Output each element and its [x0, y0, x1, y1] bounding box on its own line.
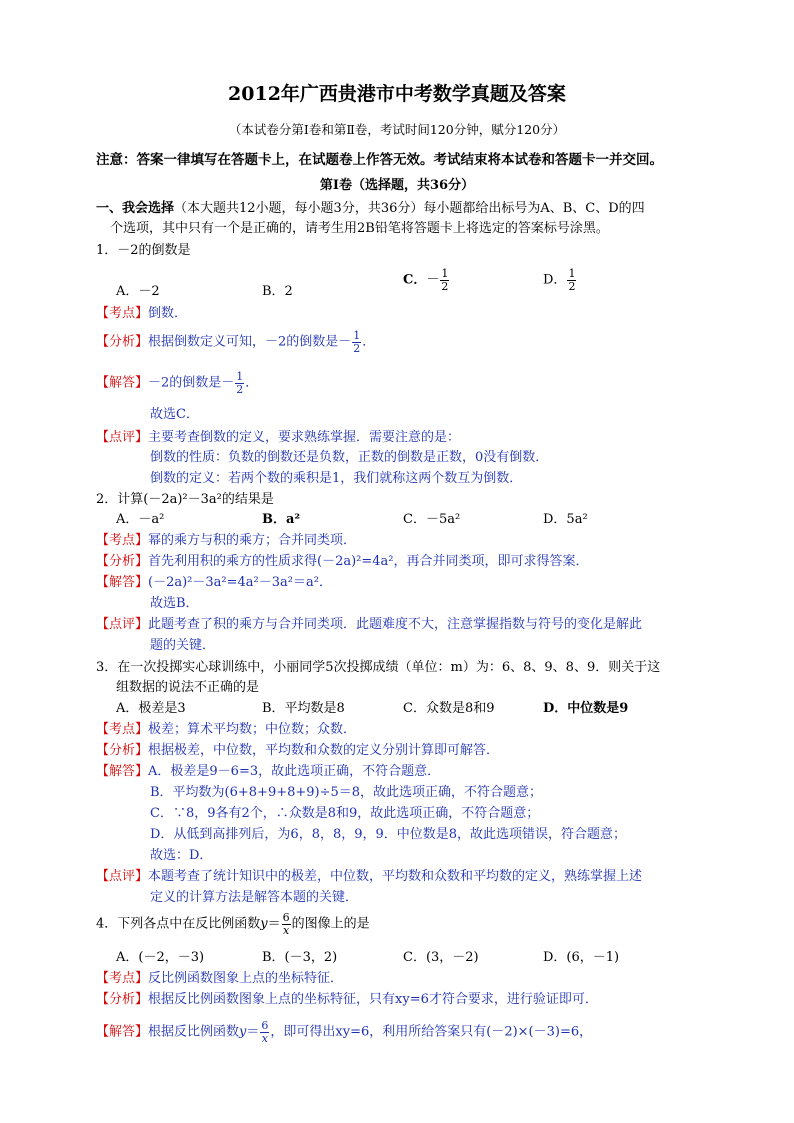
q1-option-c: C．－ $\frac{1}{2}$ — [403, 267, 449, 293]
q1-jieda-choice: 故选C． — [150, 407, 199, 422]
q3-jieda: 【解答】A．极差是9－6=3，故此选项正确，不符合题意． — [96, 764, 441, 779]
q1-option-d: D． $\frac{1}{2}$ — [543, 267, 576, 293]
part1-line1 — [96, 201, 645, 217]
part1-heading: 一、我会选择 — [96, 201, 175, 216]
q4-kaodian: 【考点】反比例函数图象上点的坐标特征． — [96, 971, 344, 986]
section-heading: 第Ⅰ卷（选择题，共36分） — [319, 178, 475, 193]
q3-dianping-2: 定义的计算方法是解答本题的关键． — [150, 890, 359, 905]
q3-stem-1: 3．在一次投掷实心球训练中，小丽同学5次投掷成绩（单位：m）为：6、8、9、8、9．则关于这 — [96, 660, 661, 675]
page-title: 2012年广西贵港市中考数学真题及答案 — [228, 83, 566, 105]
q3-option-d: D．中位数是9 — [543, 701, 629, 716]
q3-option-a: A．极差是3 — [116, 701, 186, 716]
q1-dianping-3: 倒数的定义：若两个数的乘积是1，我们就称这两个数互为倒数． — [150, 471, 523, 486]
q3-option-b: B．平均数是8 — [262, 701, 345, 716]
q2-stem: 2．计算(－2a)²－3a²的结果是 — [96, 492, 274, 507]
q3-dianping: 【点评】本题考查了统计知识中的极差，中位数，平均数和众数和平均数的定义，熟练掌握上述 — [96, 869, 643, 884]
q3-jieda-3: C．∵8，9各有2个，∴众数是8和9，故此选项正确，不符合题意； — [150, 806, 540, 821]
q4-fenxi: 【分析】根据反比例函数图象上点的坐标特征，只有xy=6才符合要求，进行验证即可． — [96, 992, 598, 1007]
q1-option-b: B．2 — [262, 284, 293, 299]
q3-jieda-2: B．平均数为(6+8+9+8+9)÷5＝8，故此选项正确，不符合题意； — [150, 785, 543, 800]
q1-option-a: A．－2 — [116, 284, 160, 299]
q4-fraction: $\frac{6}{x}$ — [282, 911, 290, 937]
q4-jieda: 【解答】根据反比例函数y＝ $\frac{6}{x}$ ，即可得出xy=6，利用所给答案只有(－2)×(－3)=6， — [96, 1019, 593, 1045]
notice: 注意：答案一律填写在答题卡上，在试题卷上作答无效。考试结束将本试卷和答题卡一并交回。 — [96, 152, 663, 168]
page-subtitle: （本试卷分第Ⅰ卷和第Ⅱ卷，考试时间120分钟，赋分120分） — [228, 122, 566, 137]
q1-fraction-c: $\frac{1}{2}$ — [441, 267, 449, 293]
part1-desc1: （本大题共12小题，每小题3分，共36分）每小题都给出标号为A、B、C、D的四 — [174, 201, 645, 216]
q4-option-c: C．(3，－2) — [403, 950, 479, 965]
q4-option-b: B．(－3，2) — [262, 950, 338, 965]
q2-option-d: D．5a² — [543, 512, 588, 527]
q1-kaodian: 【考点】倒数． — [96, 306, 188, 321]
q1-jieda: 【解答】－2的倒数是－ $\frac{1}{2}$ ． — [96, 370, 259, 396]
q2-kaodian: 【考点】幂的乘方与积的乘方；合并同类项． — [96, 533, 357, 548]
q2-option-b: B．a² — [262, 512, 301, 527]
q4-option-a: A．(－2，－3) — [116, 950, 205, 965]
q4-stem: 4．下列各点中在反比例函数y＝ $\frac{6}{x}$ 的图像上的是 — [96, 911, 370, 937]
q4-option-d: D．(6，－1) — [543, 950, 620, 965]
q3-option-c: C．众数是8和9 — [403, 701, 495, 716]
q2-dianping: 【点评】此题考查了积的乘方与合并同类项．此题难度不大，注意掌握指数与符号的变化是解此 — [96, 617, 643, 632]
q1-dianping-2: 倒数的性质：负数的倒数还是负数，正数的倒数是正数，0没有倒数． — [150, 450, 549, 465]
q2-jieda: 【解答】(－2a)²－3a²=4a²－3a²＝a²． — [96, 575, 332, 590]
q1-dianping: 【点评】主要考查倒数的定义，要求熟练掌握．需要注意的是： — [96, 430, 461, 445]
q2-dianping-2: 题的关键． — [150, 638, 216, 653]
q2-option-c: C．－5a² — [403, 512, 461, 527]
q2-option-a: A．－a² — [116, 512, 165, 527]
q1-stem: 1．－2的倒数是 — [96, 243, 191, 258]
q3-jieda-5: 故选：D． — [150, 848, 213, 863]
q3-fenxi: 【分析】根据极差，中位数，平均数和众数的定义分别计算即可解答． — [96, 743, 500, 758]
q1-fraction-d: $\frac{1}{2}$ — [568, 267, 576, 293]
q2-jieda-choice: 故选B． — [150, 596, 199, 611]
part1-desc2: 个选项，其中只有一个是正确的，请考生用2B铅笔将答题卡上将选定的答案标号涂黑。 — [110, 221, 609, 236]
q1-fenxi: 【分析】根据倒数定义可知，－2的倒数是－ $\frac{1}{2}$ ． — [96, 329, 376, 355]
q3-kaodian: 【考点】极差；算术平均数；中位数；众数． — [96, 722, 357, 737]
q3-stem-2: 组数据的说法不正确的是 — [116, 680, 260, 695]
q3-jieda-4: D．从低到高排列后，为6，8，8，9，9．中位数是8，故此选项错误，符合题意； — [150, 827, 627, 842]
q2-fenxi: 【分析】首先利用积的乘方的性质求得(－2a)²=4a²，再合并同类项，即可求得答案． — [96, 554, 589, 569]
